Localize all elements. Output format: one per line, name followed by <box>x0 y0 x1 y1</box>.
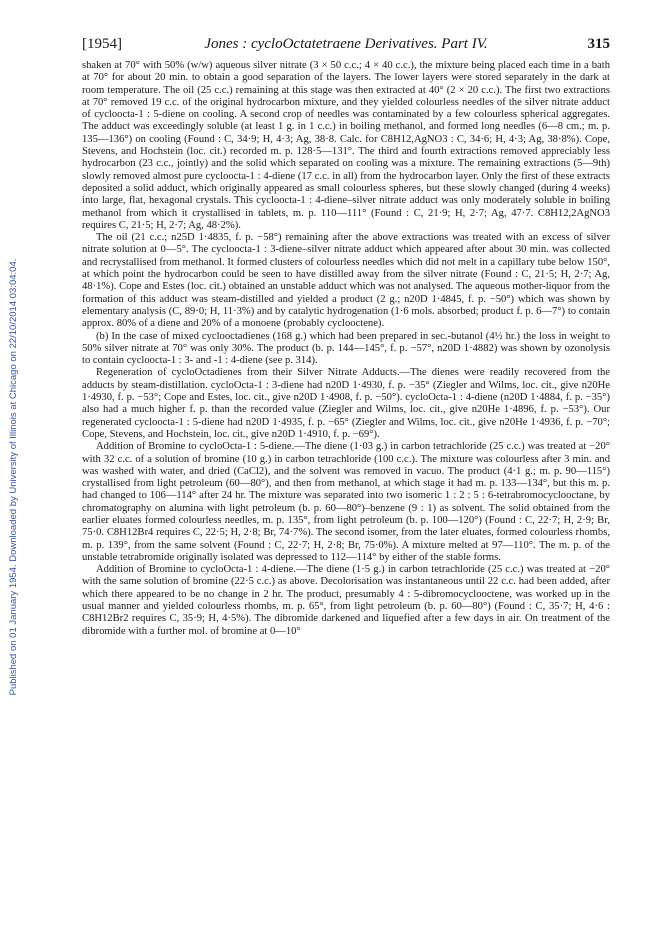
paragraph-regeneration: Regeneration of cycloOctadienes from their Silver Nitrate Adducts.—The dienes were readily recovered from the adducts by steam-distillation. cycloOcta-1 : 3-diene had n20D 1·4930, f. p. −35° (Ziegler and Wilms, loc. cit., give n20He 1·4930, f. p. −53°; Cope and Estes, loc. cit., give n20D 1·4908, f. p. −50°). cycloOcta-1 : 4-diene (n20D 1·4884, f. p. −35°) also had a much higher f. p. than the recorded value (Ziegler and Wilms, loc. cit., give n20He 1·4896, f. p. −53°). Our regenerated cycloocta-1 : 5-diene had n20D 1·4935, f. p. −65° (Ziegler and Wilms, loc. cit., give n20He 1·4936, f. p. −70°; Cope, Stevens, and Hochstein, loc. cit., give n20D 1·4910, f. p. −69°). <box>82 367 610 440</box>
article-body <box>82 60 610 638</box>
paragraph-continuation: shaken at 70° with 50% (w/w) aqueous silver nitrate (3 × 50 c.c.; 4 × 40 c.c.), the mixture being placed each time in a bath at 70° for about 20 min. to obtain a good separation of the layers. The lower layers were stored separately in the dark at room temperature. The oil (25 c.c.) remaining at this stage was then extracted at 40° (2 × 20 c.c.). The first two extractions at 70° removed 19 c.c. of the original hydrocarbon mixture, and they yielded colourless needles of the silver nitrate adduct of cycloocta-1 : 5-diene on cooling. A second crop of needles was contaminated by a few colourless spherical aggregates. The adduct was exceedingly soluble (at least 1 g. in 1 c.c.) in boiling methanol, and formed long needles (6—8 cm.; m. p. 135—136°) on cooling (Found : C, 34·9; H, 4·3; Ag, 38·8. Calc. for C8H12,AgNO3 : C, 34·6; H, 4·3; Ag, 38·8%). Cope, Stevens, and Hochstein (loc. cit.) recorded m. p. 128·5—131°. The third and fourth extractions removed appreciably less hydrocarbon (23 c.c., jointly) and the solid which separated on cooling was a mixture. The remaining extractions (5—9th) slowly removed almost pure cycloocta-1 : 4-diene (17 c.c. in all) from the hydrocarbon layer. Only the first of these extracts deposited a solid adduct, which originally appeared as small colourless spheres, but these slowly changed (during 4 weeks) into large, flat, hexagonal crystals. This cycloocta-1 : 4-diene–silver nitrate adduct was only moderately soluble in boiling methanol from which it crystallised in tablets, m. p. 110—111° (Found : C, 21·9; H, 2·7; Ag, 47·7. C8H12,2AgNO3 requires C, 21·5; H, 2·7; Ag, 48·2%). <box>82 60 610 231</box>
running-header <box>82 36 610 58</box>
header-title: Jones : cycloOctatetraene Derivatives. Part IV. <box>204 36 488 52</box>
page-number: 315 <box>587 36 610 52</box>
header-year: [1954] <box>82 36 122 52</box>
paragraph-bromine-1-5-diene: Addition of Bromine to cycloOcta-1 : 5-diene.—The diene (1·03 g.) in carbon tetrachloride (25 c.c.) was treated at −20° with 32 c.c. of a solution of bromine (10 g.) in carbon tetrachloride (100 c.c.). The mixture was colourless after 3 min. and was washed with water, and dried (CaCl2), and the solvent was removed in vacuo. The product (4·1 g.; m. p. 90—115°) crystallised from light petroleum (60—80°), and then from methanol, at which stage it had m. p. 133—134°, but this m. p. had changed to 106—114° after 24 hr. The mixture was separated into two isomeric 1 : 2 : 5 : 6-tetrabromocyclooctane, by chromatography on alumina with light petroleum (b. p. 60—80°)–benzene (9 : 1) as solvent. The solid obtained from the earlier eluates formed colourless needles, m. p. 135°, from light petroleum (b. p. 100—120°) (Found : C, 22·7; H, 2·9; Br, 75·0. C8H12Br4 requires C, 22·5; H, 2·8; Br, 74·7%). The second isomer, from the later eluates, formed colourless rhombs, m. p. 139°, from the same solvent (Found : C, 22·7; H, 2·8; Br, 75·0%). A mixture melted at 97—110°. The m. p. of the unstable tetrabromide originally isolated was depressed to 112—114° by either of the stable forms. <box>82 441 610 563</box>
paragraph-case-b: (b) In the case of mixed cyclooctadienes (168 g.) which had been prepared in sec.-butanol (4½ hr.) the loss in weight to 50% silver nitrate at 70° was only 30%. The product (b. p. 144—145°, f. p. −57°, n20D 1·4882) was shown by ozonolysis to contain cycloocta-1 : 3- and -1 : 4-diene (see p. 314). <box>82 330 610 367</box>
paragraph-bromine-1-4-diene: Addition of Bromine to cycloOcta-1 : 4-diene.—The diene (1·5 g.) in carbon tetrachloride (25 c.c.) was treated at −20° with the same solution of bromine (22·5 c.c.) as above. Decolorisation was instantaneous until 22 c.c. had been added, after which there appeared to be no change in 2 hr. The product, presumably 4 : 5-dibromocyclooctene, was worked up in the usual manner and yielded colourless rhombs, m. p. 65°, from light petroleum (b. p. 60—80°) (Found : C, 35·7; H, 4·6 : C8H12Br2 requires C, 35·9; H, 4·5%). The dibromide darkened and liquefied after a few days in air. On treatment of the dibromide with a further mol. of bromine at 0—10° <box>82 564 610 637</box>
download-notice: Published on 01 January 1954. Downloaded by University of Illinois at Chicago on 22/10/2014 03:04:04. <box>8 258 19 696</box>
paragraph-oil-extraction: The oil (21 c.c.; n25D 1·4835, f. p. −58°) remaining after the above extractions was treated with an excess of silver nitrate solution at 0—5°. The cycloocta-1 : 3-diene–silver nitrate adduct which appeared after about 30 min. was collected and recrystallised from methanol. It formed clusters of colourless needles which did not melt in a capillary tube below 150°, at which point the hydrocarbon could be seen to have distilled away from the silver nitrate (Found : C, 21·5; H, 2·7; Ag, 48·1%). Cope and Estes (loc. cit.) obtained an unstable adduct which was not analysed. The aqueous mother-liquor from the formation of this adduct was steam-distilled and yielded a product (2 g.; n20D 1·4845, f. p. −50°) which was shown by elementary analysis (C, 89·0; H, 11·3%) and by catalytic hydrogenation (1·6 mols. absorbed; product f. p. 6—7°) to contain approx. 80% of a diene and 20% of a monoene (probably cyclooctene). <box>82 232 610 330</box>
